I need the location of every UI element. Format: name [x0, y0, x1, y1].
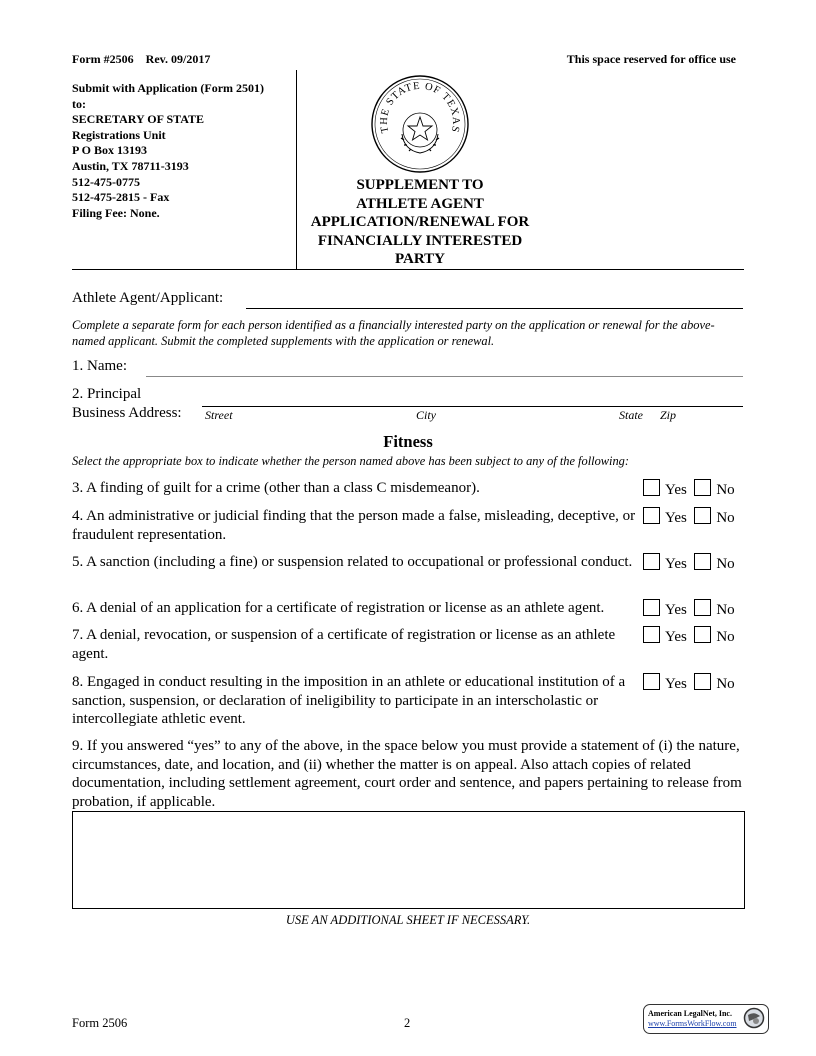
submit-info	[72, 81, 264, 221]
question-9: 9. If you answered “yes” to any of the above, in the space below you must provide a statement of (i) the nature, circumstances, date, and location, and (ii) whether the matter is on appeal. Also attach copies of related documentation, including settlement agreement, court order and sentence, and papers pertaining to release from probation, if applicable.	[72, 738, 742, 810]
q6-no-checkbox[interactable]	[694, 599, 711, 616]
submit-line: 512-475-2815 - Fax	[72, 190, 170, 205]
header-divider-horizontal	[72, 269, 744, 270]
submit-line: P O Box 13193	[72, 143, 148, 158]
page-title	[298, 176, 542, 269]
logo-line2: www.FormsWorkFlow.com	[648, 1019, 737, 1028]
form-number: Form #2506	[72, 52, 134, 66]
form-id-line	[72, 52, 210, 67]
globe-icon	[743, 1007, 765, 1029]
submit-line: Registrations Unit	[72, 127, 166, 142]
title-line: APPLICATION/RENEWAL FOR	[310, 214, 530, 230]
name-label: 1. Name:	[72, 358, 127, 374]
question-8-options	[643, 673, 735, 693]
statement-textarea[interactable]	[72, 811, 745, 909]
q3-no-checkbox[interactable]	[694, 479, 711, 496]
american-legalnet-logo[interactable]	[643, 1004, 769, 1034]
q7-yes-checkbox[interactable]	[643, 626, 660, 643]
submit-line: 512-475-0775	[72, 174, 140, 189]
no-label: No	[716, 629, 735, 645]
no-label: No	[716, 482, 735, 498]
submit-line: SECRETARY OF STATE	[72, 112, 205, 127]
additional-sheet-note: USE AN ADDITIONAL SHEET IF NECESSARY.	[285, 913, 531, 927]
no-label: No	[716, 676, 735, 692]
form-revision: Rev. 09/2017	[145, 52, 211, 66]
q5-yes-checkbox[interactable]	[643, 553, 660, 570]
state-sublabel: State	[619, 408, 643, 422]
seal-text: THE STATE OF TEXAS	[378, 80, 462, 134]
q4-no-checkbox[interactable]	[694, 507, 711, 524]
question-3: 3. A finding of guilt for a crime (other than a class C misdemeanor).	[72, 480, 480, 496]
zip-sublabel: Zip	[660, 408, 677, 422]
title-line: ATHLETE AGENT	[356, 195, 484, 212]
question-7-options	[643, 626, 735, 646]
header-divider-vertical	[296, 70, 297, 269]
question-5: 5. A sanction (including a fine) or suspension related to occupational or professional conduct.	[72, 554, 633, 570]
fitness-heading: Fitness	[383, 432, 433, 451]
question-8: 8. Engaged in conduct resulting in the imposition in an athlete or educational institution of a sanction, suspension, or declaration of ineligibility to participate in an interscholastic or intercollegiate athletic event.	[72, 674, 626, 727]
yes-label: Yes	[665, 510, 687, 526]
yes-label: Yes	[665, 556, 687, 572]
question-6: 6. A denial of an application for a certificate of registration or license as an athlete agent.	[72, 600, 605, 616]
agent-applicant-field[interactable]	[246, 308, 743, 309]
question-3-options	[643, 479, 735, 499]
no-label: No	[716, 510, 735, 526]
q8-no-checkbox[interactable]	[694, 673, 711, 690]
business-address-field[interactable]	[202, 406, 743, 407]
logo-line1: American LegalNet, Inc.	[648, 1009, 732, 1018]
submit-line: Filing Fee: None.	[72, 205, 160, 220]
question-7: 7. A denial, revocation, or suspension of a certificate of registration or license as an athlete agent.	[72, 627, 616, 662]
submit-line: Submit with Application (Form 2501)	[72, 81, 265, 95]
title-line: PARTY	[394, 251, 446, 267]
question-4: 4. An administrative or judicial finding that the person made a false, misleading, deceptive, or fraudulent representation.	[72, 508, 636, 543]
question-4-options	[643, 507, 735, 527]
question-5-options	[643, 553, 735, 573]
title-line: FINANCIALLY INTERESTED	[317, 232, 523, 249]
city-sublabel: City	[416, 408, 436, 422]
q6-yes-checkbox[interactable]	[643, 599, 660, 616]
yes-label: Yes	[665, 482, 687, 498]
q7-no-checkbox[interactable]	[694, 626, 711, 643]
address-label-line1: 2. Principal	[72, 386, 142, 402]
title-line: SUPPLEMENT TO	[356, 177, 484, 193]
yes-label: Yes	[665, 676, 687, 692]
submit-line: to:	[72, 96, 86, 111]
no-label: No	[716, 602, 735, 618]
yes-label: Yes	[665, 602, 687, 618]
name-field[interactable]	[146, 376, 743, 377]
q5-no-checkbox[interactable]	[694, 553, 711, 570]
page-number: 2	[404, 1016, 411, 1030]
no-label: No	[716, 556, 735, 572]
q8-yes-checkbox[interactable]	[643, 673, 660, 690]
yes-label: Yes	[665, 629, 687, 645]
fitness-instructions: Select the appropriate box to indicate whether the person named above has been subject to any of the following:	[72, 454, 630, 468]
address-label-line2: Business Address:	[72, 405, 182, 421]
footer-form-label: Form 2506	[72, 1016, 128, 1030]
submit-line: Austin, TX 78711-3193	[72, 158, 189, 173]
office-use-note: This space reserved for office use	[566, 52, 736, 66]
instructions-text: Complete a separate form for each person identified as a financially interested party on the application or renewal for the above-named applicant. Submit the completed supplements with the application or renewal.	[72, 318, 715, 348]
street-sublabel: Street	[205, 408, 233, 422]
texas-seal-icon	[370, 74, 470, 174]
q3-yes-checkbox[interactable]	[643, 479, 660, 496]
agent-applicant-label: Athlete Agent/Applicant:	[72, 290, 224, 306]
q4-yes-checkbox[interactable]	[643, 507, 660, 524]
question-6-options	[643, 599, 735, 619]
